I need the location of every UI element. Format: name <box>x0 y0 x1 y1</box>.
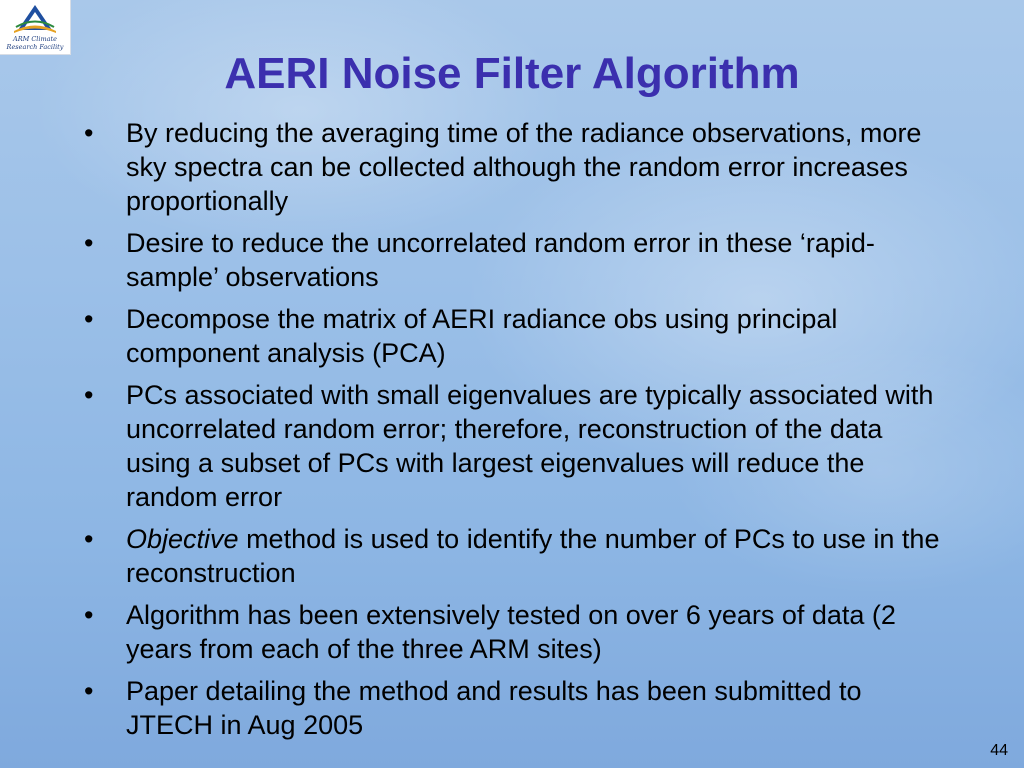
bullet-text: method is used to identify the number of PCs to use in the reconstruction <box>126 524 940 588</box>
bullet-item <box>84 378 944 514</box>
bullet-dot: • <box>84 118 94 148</box>
bullet-text: PCs associated with small eigenvalues are typically associated with uncorrelated random error; therefore, reconstruction of the data using a subset of PCs with largest eigenvalues will reduce the random error <box>126 380 934 512</box>
bullet-dot: • <box>84 228 94 258</box>
slide-title: AERI Noise Filter Algorithm <box>224 49 800 98</box>
bullet-dot: • <box>84 524 94 554</box>
bullet-item <box>84 226 944 294</box>
bullet-item <box>84 522 944 590</box>
bullet-item <box>84 598 944 666</box>
bullet-italic-text: Objective <box>126 524 239 554</box>
bullet-dot: • <box>84 676 94 706</box>
svg-text:Research Facility: Research Facility <box>6 43 64 51</box>
bullet-item <box>84 116 944 218</box>
bullet-dot: • <box>84 600 94 630</box>
page-number: 44 <box>990 742 1008 759</box>
bullet-dot: • <box>84 304 94 334</box>
bullet-text: Paper detailing the method and results has been submitted to JTECH in Aug 2005 <box>126 676 862 740</box>
bullet-text: Decompose the matrix of AERI radiance obs using principal component analysis (PCA) <box>126 304 838 368</box>
bullet-item <box>84 302 944 370</box>
bullet-list <box>84 116 944 750</box>
bullet-text: Desire to reduce the uncorrelated random error in these ‘rapid-sample’ observations <box>126 228 875 292</box>
svg-text:ARM Climate: ARM Climate <box>13 35 57 43</box>
bullet-text: By reducing the averaging time of the radiance observations, more sky spectra can be collected although the random error increases proportionally <box>126 118 922 216</box>
bullet-text: Algorithm has been extensively tested on over 6 years of data (2 years from each of the three ARM sites) <box>126 600 896 664</box>
bullet-item <box>84 674 944 742</box>
bullet-dot: • <box>84 380 94 410</box>
